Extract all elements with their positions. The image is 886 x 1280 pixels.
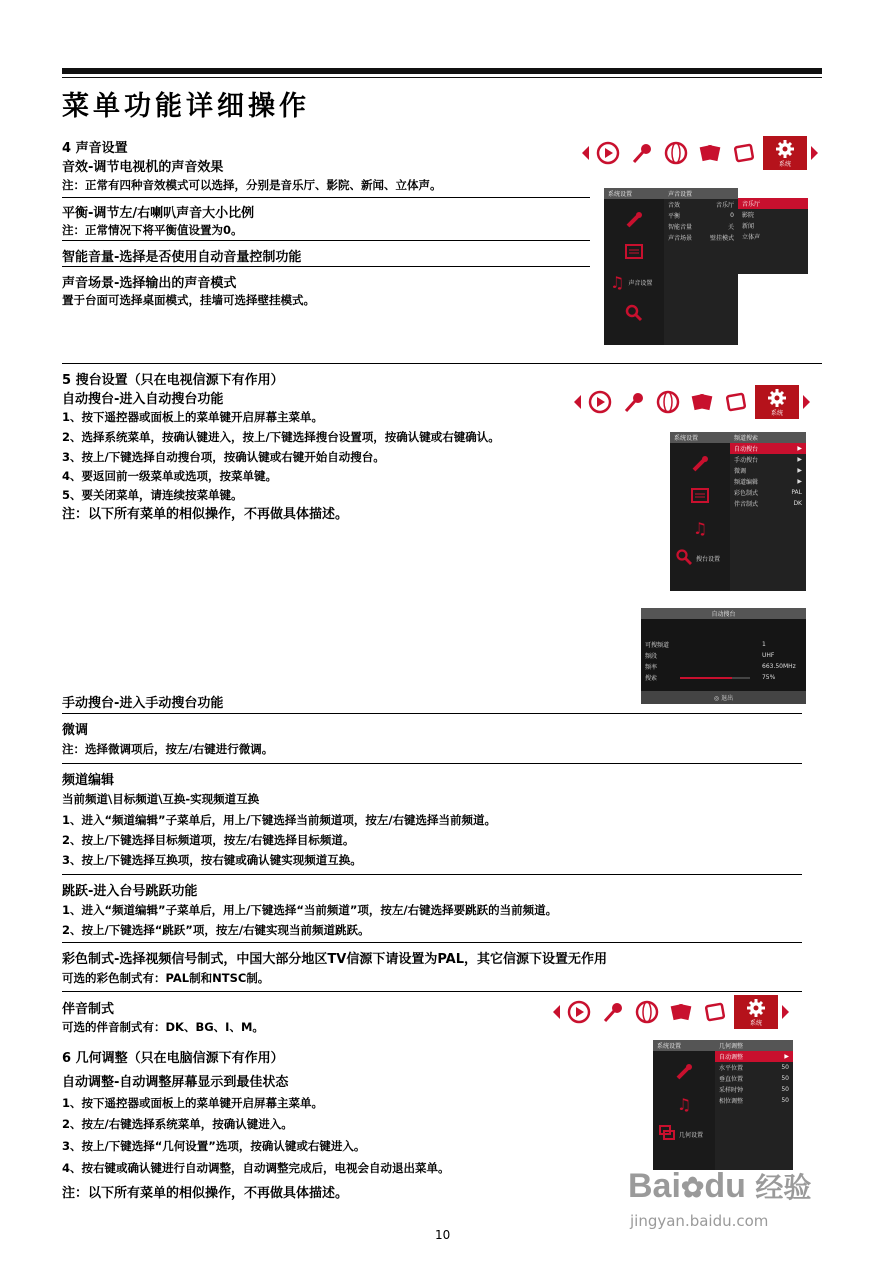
- play-icon: [585, 387, 615, 417]
- gear-label: 系统: [749, 1019, 762, 1027]
- gear-icon: [755, 385, 799, 419]
- menu-row: 平衡 0: [668, 212, 734, 220]
- arrow-left-icon: [582, 146, 589, 160]
- music-icon: ♫: [692, 518, 708, 538]
- menu-row: 相位调整 50: [719, 1097, 789, 1105]
- audio-system-note: 可选的伴音制式有：DK、BG、I、M。: [62, 1020, 264, 1034]
- paw-icon: ✿: [680, 1172, 705, 1203]
- auto-adjust-title: 自动调整-自动调整屏幕显示到最佳状态: [62, 1075, 289, 1090]
- side-label: 声音设置: [628, 280, 653, 287]
- sound-side-item: [610, 273, 664, 292]
- step: 2、按左/右键选择系统菜单，按确认键进入。: [62, 1117, 293, 1131]
- menu-header: 系统设置: [670, 432, 730, 443]
- music-icon: ♫: [676, 1094, 692, 1114]
- tv-menu-channel-column: [730, 432, 806, 591]
- progress-fill: [680, 677, 733, 679]
- menu-icon-strip: [553, 995, 789, 1029]
- card-icon: [700, 997, 730, 1027]
- tv-menu-system-column: [604, 188, 664, 345]
- arrow-right-icon: [782, 1005, 789, 1019]
- side-label: 搜台设置: [696, 555, 721, 563]
- photos-icon: [695, 138, 725, 168]
- play-icon: [593, 138, 623, 168]
- divider: [62, 713, 802, 714]
- menu-row: 声音场景 壁挂模式: [668, 235, 734, 242]
- photos-icon: [666, 997, 696, 1027]
- geometry-side-item: [659, 1125, 715, 1143]
- geometry-heading: 6 几何调整（只在电脑信源下有作用）: [62, 1051, 284, 1066]
- microphone-icon: [627, 138, 657, 168]
- step: 3、按上/下键选择互换项，按右键或确认键实现频道互换。: [62, 853, 362, 867]
- tuning-side-item: [676, 549, 730, 567]
- menu-row: 自动调整 ▶: [715, 1051, 793, 1062]
- search-icon: [676, 549, 692, 567]
- sound-scene-note: 置于台面可选择桌面模式，挂墙可选择壁挂模式。: [62, 293, 315, 307]
- step: 4、要返回前一级菜单或选项，按菜单键。: [62, 469, 277, 483]
- gear-label: 系统: [778, 160, 791, 168]
- menu-row: 音效 音乐厅: [668, 202, 734, 209]
- section-divider: [62, 363, 822, 364]
- step: 3、按上/下键选择“几何设置”选项，按确认键或右键进入。: [62, 1139, 366, 1153]
- panel-footer: ◎ 退出: [641, 691, 806, 704]
- tuning-heading: 5 搜台设置（只在电视信源下有作用）: [62, 373, 284, 388]
- gear-icon: [763, 136, 807, 170]
- menu-row: 伴音制式 DK: [734, 500, 802, 508]
- fine-tune-note: 注：选择微调项后，按左/右键进行微调。: [62, 742, 274, 756]
- panel-title: 自动搜台: [641, 608, 806, 619]
- divider: [62, 240, 590, 241]
- menu-header: 系统设置: [604, 188, 664, 199]
- channel-grid-icon: [623, 241, 645, 263]
- menu-header: 几何调整: [715, 1040, 793, 1051]
- arrow-right-icon: [803, 395, 810, 409]
- watermark-logo: Bai✿du 经验: [628, 1167, 812, 1205]
- panel-row: 频段 UHF: [645, 652, 775, 660]
- menu-icon-strip: [574, 385, 810, 419]
- page-title: 菜单功能详细操作: [62, 91, 310, 122]
- step: 2、按上/下键选择目标频道项，按左/右键选择目标频道。: [62, 833, 355, 847]
- menu-header: 声音设置: [664, 188, 738, 199]
- step: 1、按下遥控器或面板上的菜单键开启屏幕主菜单。: [62, 1096, 323, 1110]
- step: 5、要关闭菜单，请连续按菜单键。: [62, 488, 243, 502]
- menu-row: 彩色制式 PAL: [734, 489, 802, 497]
- arrow-right-icon: [811, 146, 818, 160]
- header-thick-rule: [62, 68, 822, 74]
- option-row: 新闻: [742, 223, 755, 230]
- skip-title: 跳跃-进入台号跳跃功能: [62, 884, 198, 899]
- divider: [62, 763, 802, 764]
- menu-row: 采样时钟 50: [719, 1086, 789, 1094]
- tv-menu-options: [738, 198, 808, 274]
- menu-header: 系统设置: [653, 1040, 715, 1051]
- divider: [62, 942, 802, 943]
- option-row: 立体声: [742, 234, 761, 241]
- menu-row: 水平位置 50: [719, 1064, 789, 1072]
- panel-row: 可搜频道 1: [645, 641, 766, 649]
- sound-effect-title: 音效-调节电视机的声音效果: [62, 160, 224, 175]
- music-icon: ♫: [610, 273, 625, 292]
- option-row: 音乐厅: [738, 198, 808, 209]
- sound-effect-note: 注：正常有四种音效模式可以选择，分别是音乐厅、影院、新闻、立体声。: [62, 178, 442, 192]
- menu-row: 智能音量 关: [668, 224, 734, 231]
- color-system-note: 可选的彩色制式有：PAL制和NTSC制。: [62, 971, 270, 985]
- tv-menu-system-column: [653, 1040, 715, 1170]
- panel-row: 频率 663.50MHz: [645, 663, 796, 671]
- card-icon: [721, 387, 751, 417]
- play-icon: [564, 997, 594, 1027]
- microphone-icon: [598, 997, 628, 1027]
- menu-row: 自动搜台 ▶: [730, 443, 806, 454]
- gear-label: 系统: [770, 409, 783, 417]
- divider: [62, 874, 802, 875]
- search-icon: [623, 302, 645, 324]
- tv-menu-geometry-column: [715, 1040, 793, 1170]
- sound-scene-title: 声音场景-选择输出的声音模式: [62, 276, 237, 291]
- step: 3、按上/下键选择自动搜台项，按确认键或右键开始自动搜台。: [62, 450, 385, 464]
- tv-menu-sound-column: [664, 188, 738, 345]
- menu-row: 微调 ▶: [734, 467, 802, 475]
- audio-system-title: 伴音制式: [62, 1002, 115, 1017]
- option-row: 影院: [742, 212, 755, 219]
- watermark-url: jingyan.baidu.com: [630, 1212, 769, 1230]
- header-thin-rule: [62, 77, 822, 78]
- menu-icon-strip: [582, 136, 818, 170]
- auto-search-panel: [641, 608, 806, 704]
- globe-icon: [661, 138, 691, 168]
- step: 1、进入“频道编辑”子菜单后，用上/下键选择当前频道项，按左/右键选择当前频道。: [62, 813, 497, 827]
- photos-icon: [687, 387, 717, 417]
- arrow-left-icon: [553, 1005, 560, 1019]
- channel-grid-icon: [689, 485, 711, 507]
- fine-tune-title: 微调: [62, 723, 89, 738]
- step: 1、按下遥控器或面板上的菜单键开启屏幕主菜单。: [62, 410, 323, 424]
- step: 1、进入“频道编辑”子菜单后，用上/下键选择“当前频道”项，按左/右键选择要跳跃的当前频道。: [62, 903, 558, 917]
- balance-title: 平衡-调节左/右喇叭声音大小比例: [62, 206, 255, 221]
- wrench-icon: [623, 209, 645, 231]
- sound-heading: 4 声音设置: [62, 141, 128, 156]
- geometry-note: 注：以下所有菜单的相似操作，不再做具体描述。: [62, 1186, 349, 1201]
- menu-header: 频道搜索: [730, 432, 806, 443]
- page-number: 10: [435, 1228, 451, 1242]
- menu-row: 手动搜台 ▶: [734, 456, 802, 464]
- wrench-icon: [673, 1061, 695, 1083]
- gear-icon: [734, 995, 778, 1029]
- balance-note: 注：正常情况下将平衡值设置为0。: [62, 223, 243, 237]
- step: 2、按上/下键选择“跳跃”项，按左/右键实现当前频道跳跃。: [62, 923, 370, 937]
- manual-tune-title: 手动搜台-进入手动搜台功能: [62, 696, 224, 711]
- color-system-title: 彩色制式-选择视频信号制式，中国大部分地区TV信源下请设置为PAL，其它信源下设置无作用: [62, 952, 608, 967]
- screens-icon: [659, 1125, 675, 1143]
- auto-tune-title: 自动搜台-进入自动搜台功能: [62, 392, 224, 407]
- arrow-left-icon: [574, 395, 581, 409]
- divider: [62, 266, 590, 267]
- globe-icon: [653, 387, 683, 417]
- panel-row: 搜索 75%: [645, 674, 776, 682]
- card-icon: [729, 138, 759, 168]
- globe-icon: [632, 997, 662, 1027]
- menu-row: 垂直位置 50: [719, 1075, 789, 1083]
- progress-track: [680, 677, 750, 679]
- tv-menu-system-column: [670, 432, 730, 591]
- divider: [62, 197, 590, 198]
- menu-row: 频道编辑 ▶: [734, 478, 802, 486]
- smart-volume-title: 智能音量-选择是否使用自动音量控制功能: [62, 250, 302, 265]
- step: 4、按右键或确认键进行自动调整，自动调整完成后，电视会自动退出菜单。: [62, 1161, 450, 1175]
- tuning-note: 注：以下所有菜单的相似操作，不再做具体描述。: [62, 507, 349, 522]
- channel-edit-sub: 当前频道\目标频道\互换-实现频道互换: [62, 792, 260, 806]
- microphone-icon: [619, 387, 649, 417]
- wrench-icon: [689, 453, 711, 475]
- divider: [62, 991, 802, 992]
- side-label: 几何设置: [679, 1131, 704, 1139]
- step: 2、选择系统菜单，按确认键进入，按上/下键选择搜台设置项，按确认键或右键确认。: [62, 430, 500, 444]
- channel-edit-title: 频道编辑: [62, 773, 115, 788]
